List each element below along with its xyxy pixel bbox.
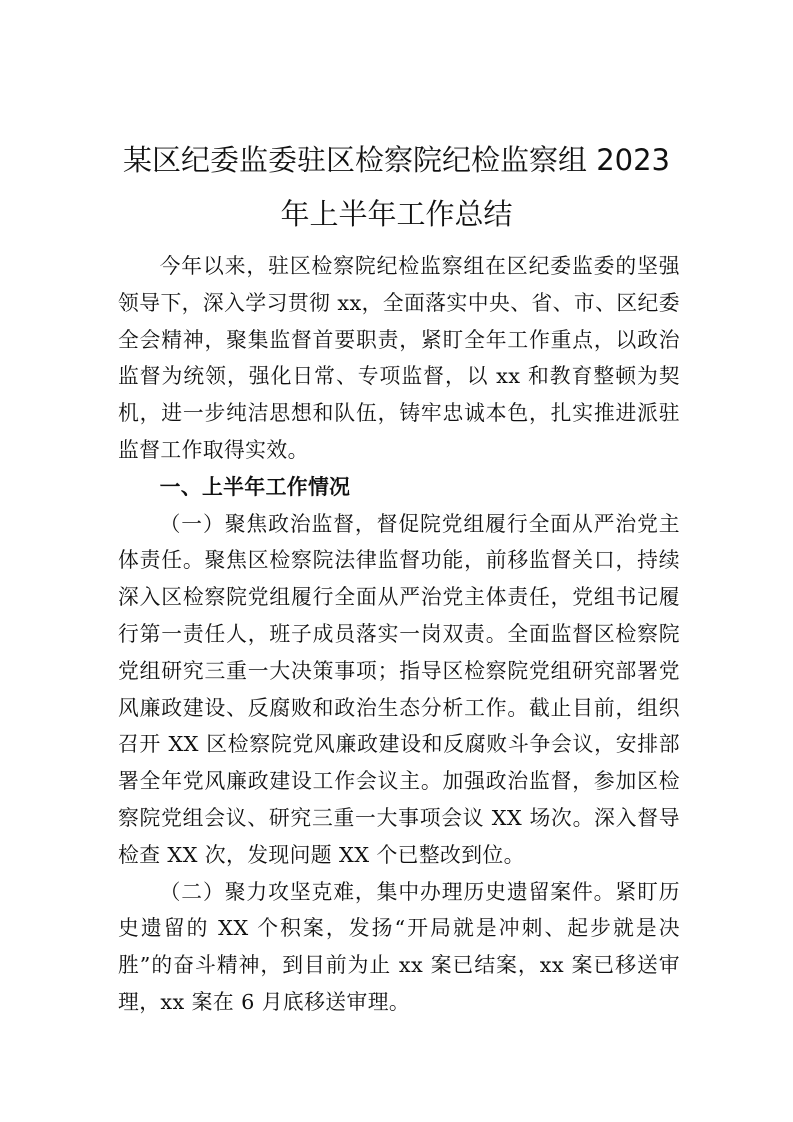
section-heading: 一、上半年工作情况	[159, 474, 351, 499]
paragraph-legacy-cases: （二）聚力攻坚克难，集中办理历史遗留案件。紧盯历史遗留的 XX 个积案，发扬“开局就是冲刺、起步就是决胜”的奋斗精神，到目前为止 xx 案已结案，xx 案已移送审理，xx 案在 6 月底移送审理。	[118, 879, 680, 1014]
document-body	[118, 248, 680, 1021]
document-title-line-1: 某区纪委监委驻区检察院纪检监察组 2023	[122, 143, 671, 177]
paragraph-political-supervision: （一）聚焦政治监督，督促院党组履行全面从严治党主体责任。聚焦区检察院法律监督功能，前移监督关口，持续深入区检察院党组履行全面从严治党主体责任，党组书记履行第一责任人，班子成员落实一岗双责。全面监督区检察院党组研究三重一大决策事项；指导区检察院党组研究部署党风廉政建设、反腐败和政治生态分析工作。截止目前，组织召开 XX 区检察院党风廉政建设和反腐败斗争会议，安排部署全年党风廉政建设工作会议主。加强政治监督，参加区检察院党组会议、研究三重一大事项会议 XX 场次。深入督导检查 XX 次，发现问题 XX 个已整改到位。	[118, 511, 680, 867]
document-title-line-2: 年上半年工作总结	[280, 197, 513, 231]
intro-paragraph: 今年以来，驻区检察院纪检监察组在区纪委监委的坚强领导下，深入学习贯彻 xx，全面落实中央、省、市、区纪委全会精神，聚集监督首要职责，紧盯全年工作重点，以政治监督为统领，强化日常、专项监督，以 xx 和教育整顿为契机，进一步纯洁思想和队伍，铸牢忠诚本色，扎实推进派驻监督工作取得实效。	[118, 254, 680, 462]
